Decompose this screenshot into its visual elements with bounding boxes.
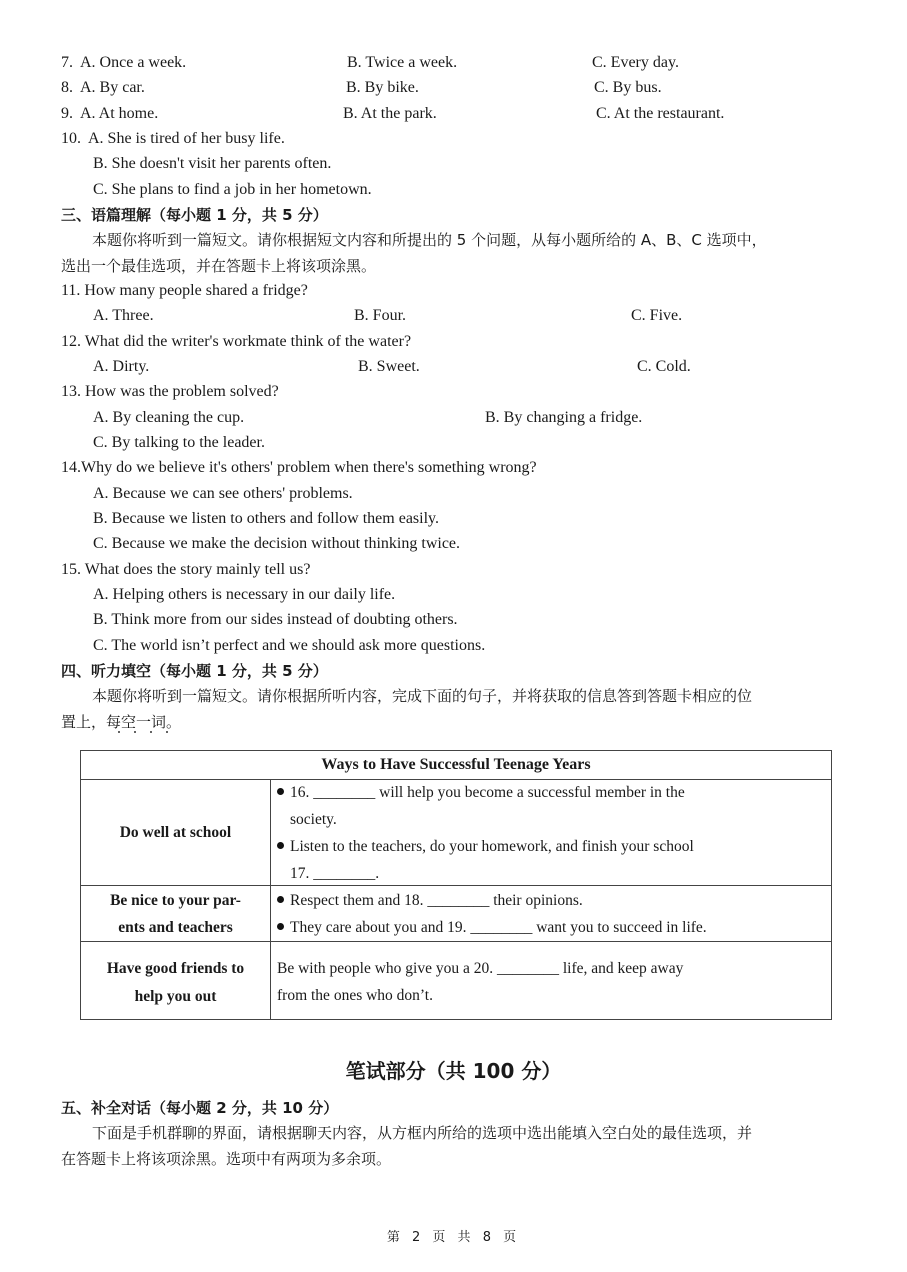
q7-option-c: C. Every day. (592, 54, 679, 71)
row3-label-line2: help you out (134, 988, 217, 1005)
row2-bullet2-text: They care about you and 19. ________ want you to succeed in life. (290, 919, 707, 936)
emphasis-dot (166, 731, 168, 733)
q11-option-a: A. Three. (93, 307, 154, 324)
section4-heading: 四、听力填空（每小题 1 分，共 5 分） (61, 662, 328, 680)
q13-option-b: B. By changing a fridge. (485, 409, 643, 426)
q12-option-c: C. Cold. (637, 358, 691, 375)
q7-number: 7. (61, 54, 73, 71)
table-column-divider (270, 779, 271, 1019)
row1-content (277, 779, 829, 887)
section5-instruction-line1: 下面是手机群聊的界面，请根据聊天内容，从方框内所给的选项中选出能填入空白处的最佳选项，并 (92, 1124, 753, 1142)
q7-option-b: B. Twice a week. (347, 54, 458, 71)
q8-number: 8. (61, 79, 73, 96)
row3-content (277, 955, 829, 1009)
q14-option-a: A. Because we can see others' problems. (93, 485, 353, 502)
section5-heading: 五、补全对话（每小题 2 分，共 10 分） (61, 1099, 339, 1117)
q7-option-a: A. Once a week. (80, 54, 187, 71)
row1-bullet1-line1: 16. ________ will help you become a successful member in the (290, 784, 685, 801)
row1-bullet1-line2: society. (290, 811, 337, 828)
section3-instruction-line2: 选出一个最佳选项，并在答题卡上将该项涂黑。 (61, 257, 377, 275)
q10-number: 10. (61, 130, 81, 147)
q12-option-a: A. Dirty. (93, 358, 150, 375)
emphasis-dot (118, 731, 120, 733)
bullet-icon (277, 788, 284, 795)
q8-option-c: C. By bus. (594, 79, 662, 96)
row3-line2: from the ones who don’t. (277, 987, 433, 1004)
q15-stem: 15. What does the story mainly tell us? (61, 561, 311, 578)
q8-option-a: A. By car. (80, 79, 145, 96)
row2-label-line2: ents and teachers (118, 919, 233, 936)
row1-bullet2 (277, 833, 829, 860)
q14-stem: 14.Why do we believe it's others' problem when there's something wrong? (61, 459, 537, 476)
q12-stem: 12. What did the writer's workmate think of the water? (61, 333, 412, 350)
row3-label-line1: Have good friends to (106, 960, 245, 977)
row2-label-line1: Be nice to your par- (110, 892, 241, 909)
section4-instruction-line2: 置上，每空一词。 (61, 713, 182, 731)
q10-option-c: C. She plans to find a job in her hometown. (93, 181, 372, 198)
q8-option-b: B. By bike. (346, 79, 419, 96)
written-part-title: 笔试部分（共 100 分） (345, 1059, 562, 1083)
page-number: 第 2 页 共 8 页 (386, 1230, 521, 1245)
q9-option-b: B. At the park. (343, 105, 437, 122)
bullet-icon (277, 842, 284, 849)
section4-instruction-line1: 本题你将听到一篇短文。请你根据所听内容，完成下面的句子，并将获取的信息答到答题卡相应的位 (92, 687, 753, 705)
q12-option-b: B. Sweet. (358, 358, 420, 375)
q15-option-c: C. The world isn’t perfect and we should ask more questions. (93, 637, 486, 654)
q15-option-a: A. Helping others is necessary in our daily life. (93, 586, 396, 603)
q10-option-b: B. She doesn't visit her parents often. (93, 155, 332, 172)
emphasis-dot (150, 731, 152, 733)
q11-stem: 11. How many people shared a fridge? (61, 282, 308, 299)
q11-option-c: C. Five. (631, 307, 683, 324)
q13-stem: 13. How was the problem solved? (61, 383, 279, 400)
row1-bullet1 (277, 779, 829, 806)
row2-content (277, 887, 829, 941)
row2-bullet2 (277, 914, 829, 941)
section5-instruction-line2: 在答题卡上将该项涂黑。选项中有两项为多余项。 (61, 1150, 392, 1168)
row2-bullet1-text: Respect them and 18. ________ their opinions. (290, 892, 583, 909)
q9-option-a: A. At home. (80, 105, 159, 122)
emphasis-dot (134, 731, 136, 733)
q14-option-c: C. Because we make the decision without thinking twice. (93, 535, 461, 552)
q13-option-a: A. By cleaning the cup. (93, 409, 245, 426)
row1-label: Do well at school (119, 824, 232, 841)
q15-option-b: B. Think more from our sides instead of doubting others. (93, 611, 458, 628)
q9-number: 9. (61, 105, 73, 122)
bullet-icon (277, 896, 284, 903)
q14-option-b: B. Because we listen to others and follow them easily. (93, 510, 439, 527)
q9-option-c: C. At the restaurant. (596, 105, 725, 122)
row1-bullet2-line1: Listen to the teachers, do your homework, and finish your school (290, 838, 694, 855)
q11-option-b: B. Four. (354, 307, 407, 324)
row1-bullet2-line2: 17. ________. (290, 865, 380, 882)
section3-instruction-line1: 本题你将听到一篇短文。请你根据短文内容和所提出的 5 个问题，从每小题所给的 A、B、C 选项中， (92, 231, 767, 249)
row3-line1: Be with people who give you a 20. ________ life, and keep away (277, 960, 684, 977)
row2-bullet1 (277, 887, 829, 914)
listening-fill-table (80, 750, 832, 1020)
q13-option-c: C. By talking to the leader. (93, 434, 265, 451)
section3-heading: 三、语篇理解（每小题 1 分，共 5 分） (61, 206, 328, 224)
table-title: Ways to Have Successful Teenage Years (321, 756, 591, 773)
bullet-icon (277, 923, 284, 930)
q10-option-a: A. She is tired of her busy life. (88, 130, 285, 147)
